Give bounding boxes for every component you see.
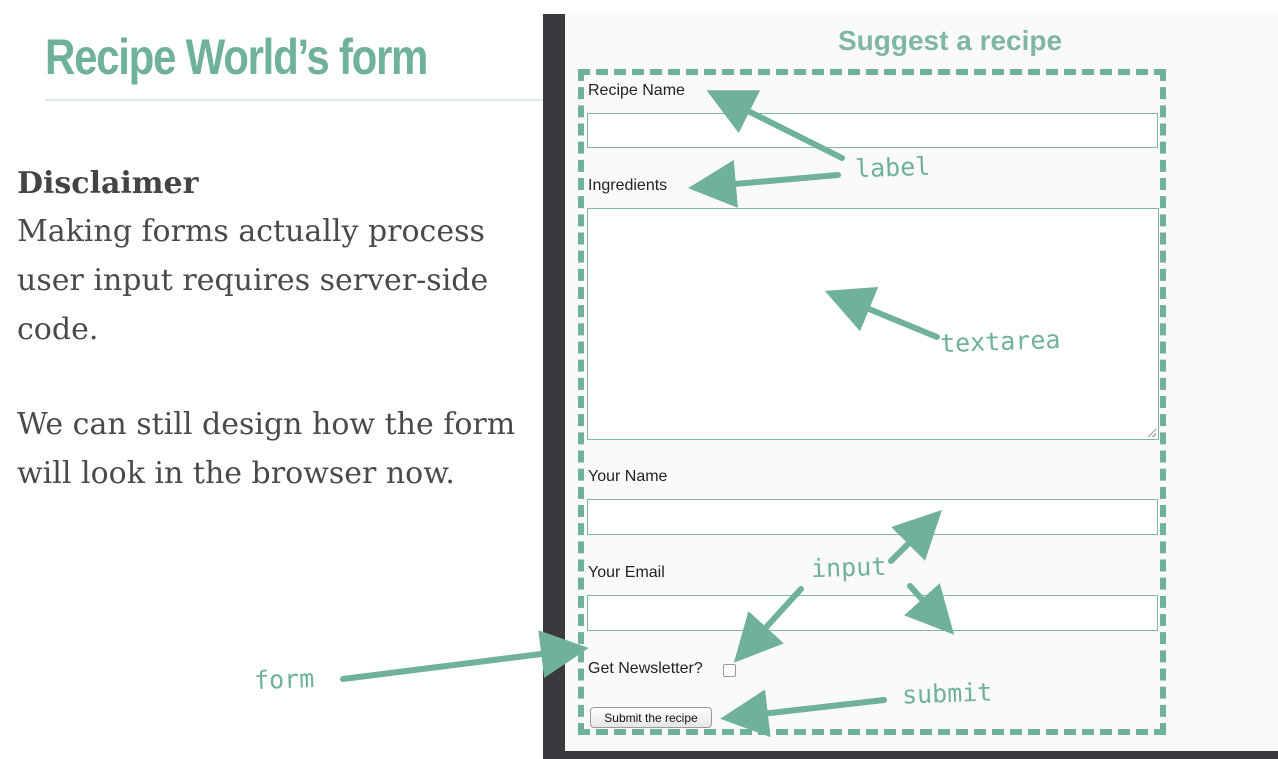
form-heading: Suggest a recipe <box>838 25 1063 56</box>
ingredients-textarea[interactable] <box>587 208 1159 440</box>
recipe-name-input[interactable] <box>587 113 1158 148</box>
annotation-textarea: textarea <box>939 324 1061 359</box>
newsletter-checkbox[interactable] <box>723 664 736 677</box>
your-name-input[interactable] <box>587 499 1158 535</box>
annotation-submit: submit <box>901 677 993 710</box>
recipe-name-label: Recipe Name <box>588 82 685 99</box>
arrow-form <box>343 651 565 679</box>
resize-grip-icon[interactable] <box>1148 429 1156 437</box>
annotation-label: label <box>854 151 931 184</box>
slide-title: Recipe World’s form <box>45 29 428 85</box>
your-email-input[interactable] <box>587 595 1158 631</box>
disclaimer-section <box>17 166 517 498</box>
your-email-label: Your Email <box>588 564 665 581</box>
disclaimer-heading: Disclaimer <box>17 166 199 201</box>
ingredients-label: Ingredients <box>588 177 668 194</box>
newsletter-label: Get Newsletter? <box>588 660 703 677</box>
your-name-label: Your Name <box>588 468 668 485</box>
disclaimer-paragraph-2: We can still design how the form will look in the browser now. <box>17 407 516 491</box>
submit-button[interactable]: Submit the recipe <box>590 707 712 728</box>
annotation-form: form <box>253 663 315 696</box>
title-divider <box>45 99 545 101</box>
annotation-input: input <box>810 551 887 584</box>
disclaimer-paragraph-1: Making forms actually process user input requires server-side code. <box>17 214 489 347</box>
